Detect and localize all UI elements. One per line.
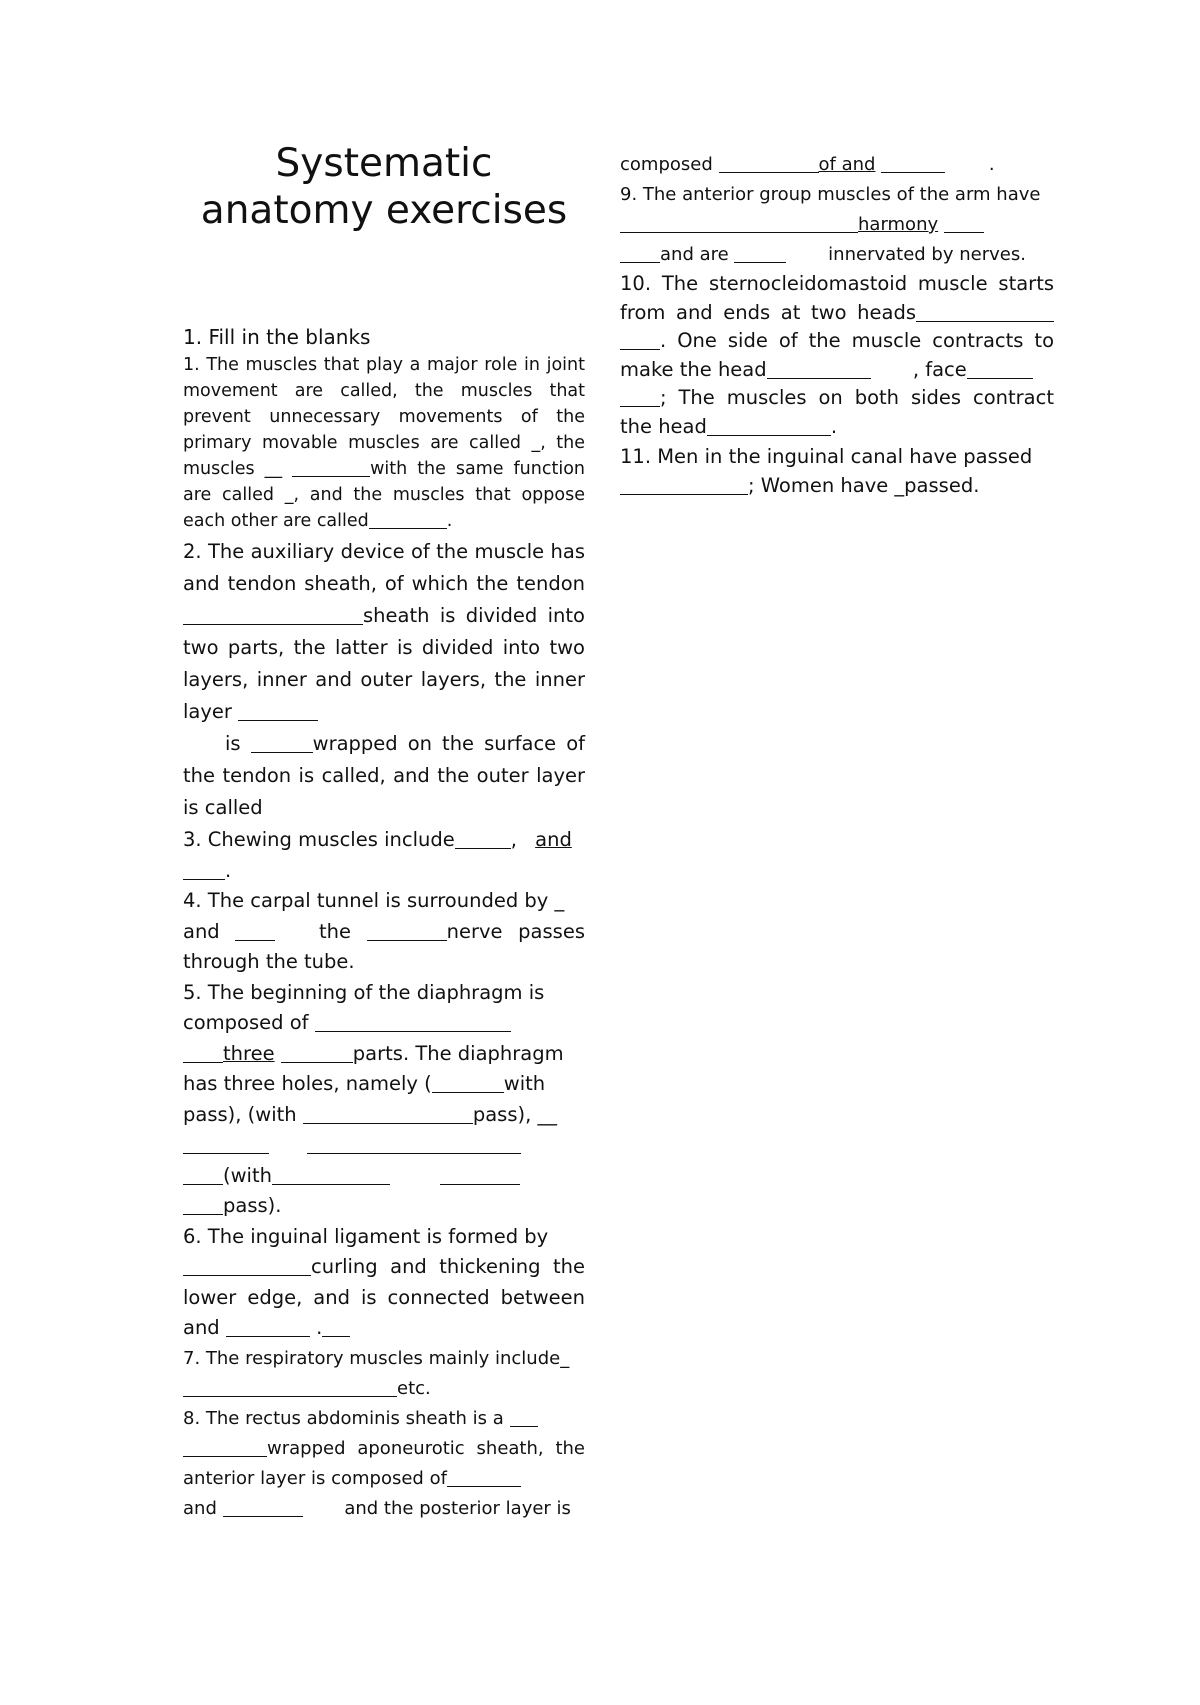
answer-blank[interactable] [183, 859, 225, 880]
answer-blank[interactable] [251, 733, 313, 754]
answer-blank[interactable] [881, 154, 945, 173]
answer-blank[interactable] [303, 1103, 473, 1124]
answer-blank[interactable] [183, 1042, 223, 1063]
answer-blank[interactable] [620, 330, 660, 351]
q8cont-text-a: composed [620, 154, 713, 175]
answer-blank[interactable] [620, 214, 858, 233]
question-7 [183, 1344, 585, 1404]
answer-blank[interactable] [315, 1012, 511, 1033]
q3-text-a: 3. Chewing muscles include [183, 828, 455, 851]
answer-blank[interactable] [369, 511, 447, 530]
q8-text-d: and the posterior layer is [344, 1497, 571, 1519]
q4-text-d: nerve passes through the tube. [183, 919, 585, 973]
q10-text-d: ; The muscles on both sides contract the head [620, 386, 1054, 438]
q11-text-a: 11. Men in the inguinal canal have passed [620, 445, 1033, 468]
title-line-1: Systematic [275, 141, 493, 186]
question-1 [183, 352, 585, 534]
question-5 [183, 978, 585, 1222]
answer-blank[interactable] [916, 301, 1054, 322]
title-line-2: anatomy exercises [200, 188, 568, 233]
q4-text-a: 4. The carpal tunnel is surrounded by _ [183, 889, 565, 912]
q3-text-b: , [510, 828, 517, 851]
question-9 [620, 180, 1054, 270]
right-column [620, 150, 1054, 500]
question-2 [183, 536, 585, 824]
q1-text-d: . [446, 511, 453, 531]
q4-text-c: the [318, 919, 351, 943]
q9-text-a: 9. The anterior group muscles of the arm have [620, 184, 1041, 205]
answer-blank[interactable] [235, 920, 275, 941]
answer-blank[interactable] [183, 1256, 311, 1277]
answer-blank[interactable] [455, 829, 511, 850]
answer-blank[interactable] [183, 605, 363, 626]
q8cont-text-b: of and [818, 154, 876, 175]
q3-text-d: . [225, 858, 232, 882]
q10-text-b: . One side of the muscle contracts to make the head [620, 329, 1054, 381]
answer-blank[interactable] [183, 1164, 223, 1185]
answer-blank[interactable] [238, 701, 318, 722]
q5-text-e: pass), __ [472, 1102, 557, 1126]
answer-blank[interactable] [183, 1378, 397, 1397]
q6-text-c: . [316, 1316, 323, 1339]
q8-text-c: and [183, 1497, 217, 1519]
q5-text-g: pass). [223, 1194, 282, 1217]
answer-blank[interactable] [272, 1164, 390, 1185]
q1-text-b: with the same function are called [183, 459, 585, 505]
q10-text-a: 10. The sternocleidomastoid muscle starts from and ends at two heads [620, 272, 1054, 324]
left-column [183, 140, 585, 1524]
answer-blank[interactable] [620, 474, 748, 495]
section-heading: 1. Fill in the blanks [183, 325, 371, 349]
answer-blank[interactable] [223, 1498, 303, 1517]
q9-text-d: innervated by nerves. [828, 244, 1026, 265]
question-8-continued [620, 150, 1054, 180]
answer-blank[interactable] [432, 1073, 504, 1094]
q2-text-c: is [225, 732, 241, 755]
q2-text-b: sheath is divided into two parts, the latter is divided into two layers, inner and outer layers, the inner layer [183, 604, 585, 723]
answer-blank[interactable] [322, 1317, 350, 1338]
q10-text-c: , face [912, 357, 967, 381]
q5-text-f: (with [223, 1163, 272, 1187]
q1-text-a: 1. The muscles that play a major role in joint movement are called, the muscles that prevent unnecessary movements of the primary movable muscles are called _, the muscles __ [183, 355, 585, 479]
q9-text-c: and are [660, 244, 729, 265]
answer-blank[interactable] [707, 415, 831, 436]
answer-blank[interactable] [447, 1468, 521, 1487]
q11-text-b: ; Women have _passed. [748, 473, 980, 497]
answer-blank[interactable] [944, 214, 984, 233]
q5-text-a: 5. The beginning of the diaphragm is composed of [183, 980, 545, 1034]
q1-text-c: _, and the muscles that oppose each other are called [183, 485, 585, 531]
answer-blank[interactable] [183, 1195, 223, 1216]
answer-blank[interactable] [767, 358, 871, 379]
answer-blank[interactable] [307, 1134, 521, 1155]
answer-blank[interactable] [367, 920, 447, 941]
q6-text-a: 6. The inguinal ligament is formed by [183, 1224, 549, 1248]
q2-text-a: 2. The auxiliary device of the muscle has and tendon sheath, of which the tendon [183, 540, 585, 595]
q9-text-b: harmony [858, 214, 939, 235]
answer-blank[interactable] [226, 1317, 310, 1338]
answer-blank[interactable] [183, 1134, 269, 1155]
q8-text-a: 8. The rectus abdominis sheath is a [183, 1407, 504, 1429]
question-8 [183, 1404, 585, 1524]
answer-blank[interactable] [183, 1438, 267, 1457]
q5-text-b: three [223, 1041, 275, 1065]
answer-blank[interactable] [292, 459, 370, 478]
answer-blank[interactable] [734, 244, 786, 263]
answer-blank[interactable] [967, 358, 1033, 379]
answer-blank[interactable] [281, 1042, 353, 1063]
answer-blank[interactable] [620, 387, 660, 408]
answer-blank[interactable] [719, 154, 819, 173]
question-3 [183, 825, 585, 886]
q7-text-a: 7. The respiratory muscles mainly include_ [183, 1347, 570, 1369]
q6-text-b: curling and thickening the lower edge, and is connected between and [183, 1255, 585, 1339]
page-title [183, 140, 585, 234]
question-4 [183, 886, 585, 978]
answer-blank[interactable] [510, 1408, 538, 1427]
question-10 [620, 270, 1054, 441]
q8cont-text-c: . [988, 154, 995, 175]
q5-text-d: with pass), (with [183, 1072, 546, 1126]
q3-text-c: and [535, 828, 572, 851]
q2-text-d: wrapped on the surface of the tendon is called, and the outer layer is called [183, 732, 585, 819]
q10-text-e: . [830, 414, 838, 438]
q5-text-c: parts. The diaphragm has three holes, namely ( [183, 1041, 564, 1095]
q8-text-b: wrapped aponeurotic sheath, the anterior layer is composed of [183, 1437, 585, 1489]
q4-text-b: and [183, 919, 220, 943]
q7-text-b: etc. [397, 1377, 431, 1399]
answer-blank[interactable] [440, 1164, 520, 1185]
question-11 [620, 443, 1054, 500]
question-6 [183, 1222, 585, 1344]
answer-blank[interactable] [620, 244, 660, 263]
